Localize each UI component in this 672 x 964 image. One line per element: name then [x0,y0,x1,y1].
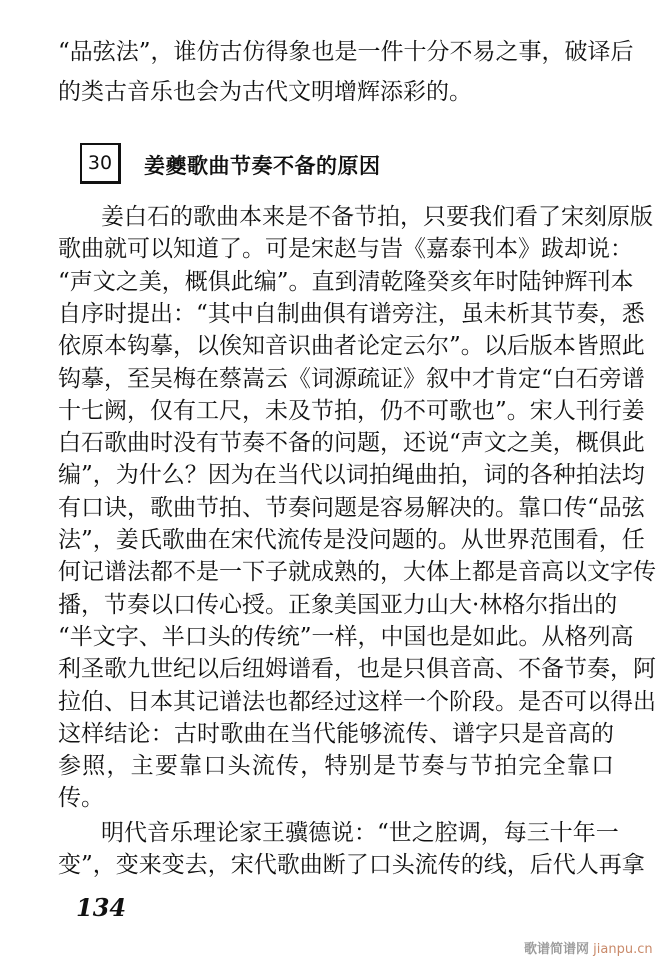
text-line: 自序时提出：“其中自制曲俱有谱旁注，虽未析其节奏，悉 [58,300,645,327]
page-number: 134 [76,893,127,922]
text-line: 依原本钩摹，以俟知音识曲者论定云尔”。以后版本皆照此 [58,333,645,360]
text-line: 变”，变来变去，宋代歌曲断了口头流传的线，后代人再拿 [58,852,645,879]
text-line: 利圣歌九世纪以后纽姆谱看，也是只俱音高、不备节奏，阿 [58,656,656,683]
intro-line: “品弦法”，谁仿古仿得象也是一件十分不易之事，破译后 [58,39,634,65]
text-line: 白石歌曲时没有节奏不备的问题，还说“声文之美，概俱此 [58,430,645,457]
text-line: 歌曲就可以知道了。可是宋赵与旹《嘉泰刊本》跋却说： [58,236,633,263]
text-line: 十七阙，仅有工尺，未及节拍，仍不可歌也”。宋人刊行姜 [58,397,645,424]
text-line: 参照，主要靠口头流传，特别是节奏与节拍完全靠口 [58,753,614,780]
text-line: 何记谱法都不是一下子就成熟的，大体上都是音高以文字传 [58,559,656,586]
text-line: 有口诀，歌曲节拍、节奏问题是容易解决的。靠口传“品弦 [58,494,645,521]
text-line: 拉伯、日本其记谱法也都经过这样一个阶段。是否可以得出 [58,688,656,715]
section-title: 姜夔歌曲节奏不备的原因 [144,154,381,178]
watermark [524,938,653,957]
text-line: 传。 [58,785,104,812]
text-line: 姜白石的歌曲本来是不备节拍，只要我们看了宋刻原版 [101,204,653,230]
watermark-text: 歌谱简谱网 [524,942,590,957]
section-number-box: 30 [80,143,121,184]
text-line: 钩摹，至吴梅在蔡嵩云《词源疏证》叙中才肯定“白石旁谱 [58,365,645,392]
text-line: “声文之美，概俱此编”。直到清乾隆癸亥年时陆钟辉刊本 [58,268,634,295]
text-line: 法”，姜氏歌曲在宋代流传是没问题的。从世界范围看，任 [58,527,645,553]
watermark-domain: jianpu.cn [593,942,653,957]
text-line: 这样结论：古时歌曲在当代能够流传、谱字只是音高的 [58,720,614,747]
text-line: 播，节奏以口传心授。正象美国亚力山大·林格尔指出的 [58,591,618,618]
text-line: “半文字、半口头的传统”一样，中国也是如此。从格列高 [58,623,634,650]
intro-line: 的类古音乐也会为古代文明增辉添彩的。 [58,79,472,105]
text-line: 明代音乐理论家王骥德说：“世之腔调，每三十年一 [101,820,619,846]
text-line: 编”，为什么？因为在当代以词拍绳曲拍，词的各种拍法均 [58,462,645,489]
